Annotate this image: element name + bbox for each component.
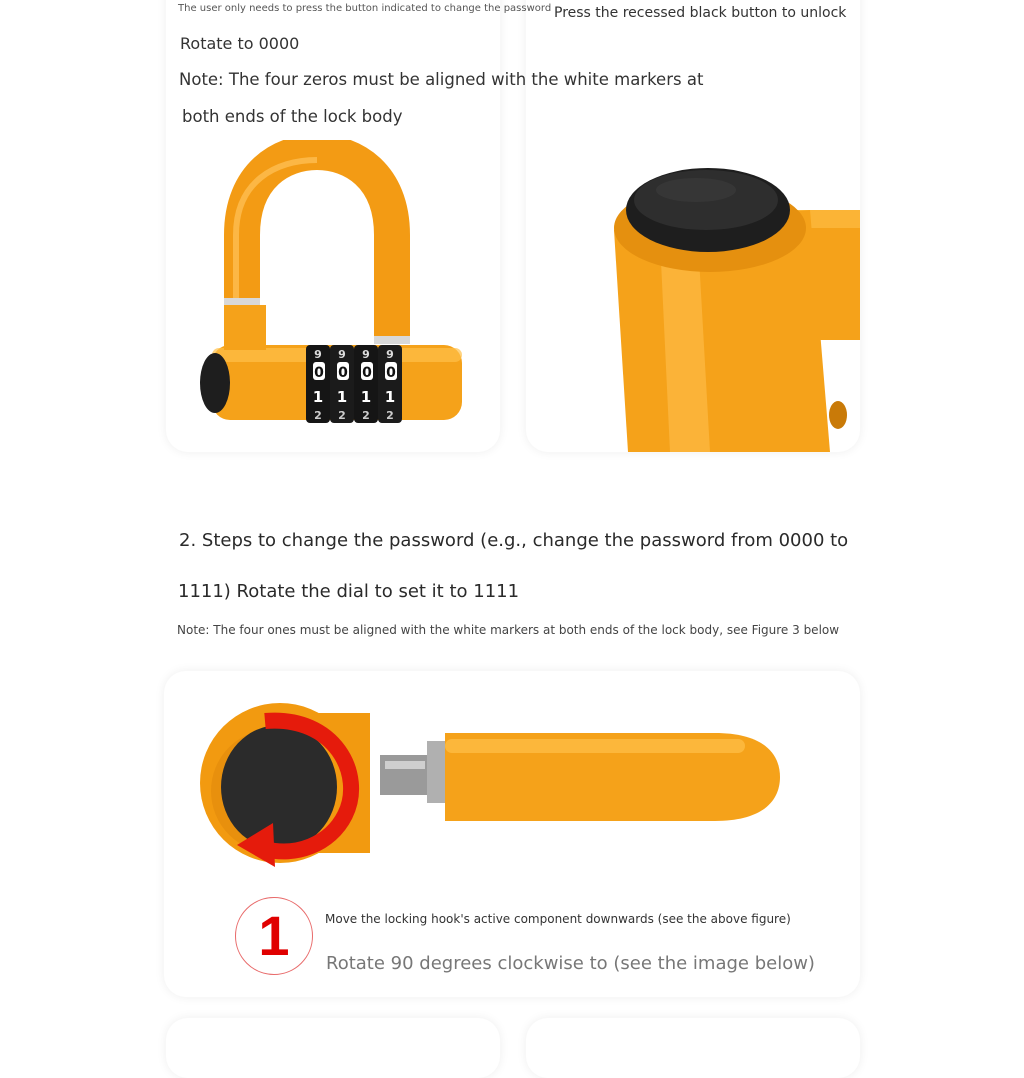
dial-3-top: 9 xyxy=(362,348,370,361)
move-hook-instruction: Move the locking hook's active component downwards (see the above figure) xyxy=(325,912,791,926)
dial-3-mid: 0 xyxy=(362,365,372,381)
change-password-hint: The user only needs to press the button indicated to change the password xyxy=(178,3,552,14)
dial-4-top: 9 xyxy=(386,348,394,361)
dial-2-mid: 0 xyxy=(338,365,348,381)
lock-rotation-image xyxy=(195,695,795,875)
dial-1-mid: 0 xyxy=(314,365,324,381)
dial-4-mid: 0 xyxy=(386,365,396,381)
dial-1-top: 9 xyxy=(314,348,322,361)
step-2-heading-line-1: 2. Steps to change the password (e.g., change the password from 0000 to xyxy=(179,530,849,551)
unlock-button-closeup-image xyxy=(600,150,860,452)
u-lock-image xyxy=(190,140,480,440)
dial-1-bottom: 2 xyxy=(314,409,322,422)
dial-4-bottom: 2 xyxy=(386,409,394,422)
rotate-instruction: Rotate 90 degrees clockwise to (see the image below) xyxy=(326,953,815,974)
dial-4-low: 1 xyxy=(384,388,396,406)
dial-1-low: 1 xyxy=(312,388,324,406)
note-zeros-line-1: Note: The four zeros must be aligned with the white markers at xyxy=(179,70,704,89)
card-bottom-left xyxy=(166,1018,500,1078)
dial-3-bottom: 2 xyxy=(362,409,370,422)
step-2-note: Note: The four ones must be aligned with the white markers at both ends of the lock body, see Figure 3 below xyxy=(177,623,840,637)
dial-3-low: 1 xyxy=(360,388,372,406)
dial-2-low: 1 xyxy=(336,388,348,406)
card-bottom-right xyxy=(526,1018,860,1078)
dial-2-bottom: 2 xyxy=(338,409,346,422)
rotate-to-0000-text: Rotate to 0000 xyxy=(180,34,300,53)
step-number: 1 xyxy=(258,904,290,967)
dial-2-top: 9 xyxy=(338,348,346,361)
step-2-heading-line-2: 1111) Rotate the dial to set it to 1111 xyxy=(178,581,520,602)
unlock-instruction: Press the recessed black button to unlock xyxy=(554,5,847,21)
note-zeros-line-2: both ends of the lock body xyxy=(182,107,403,126)
